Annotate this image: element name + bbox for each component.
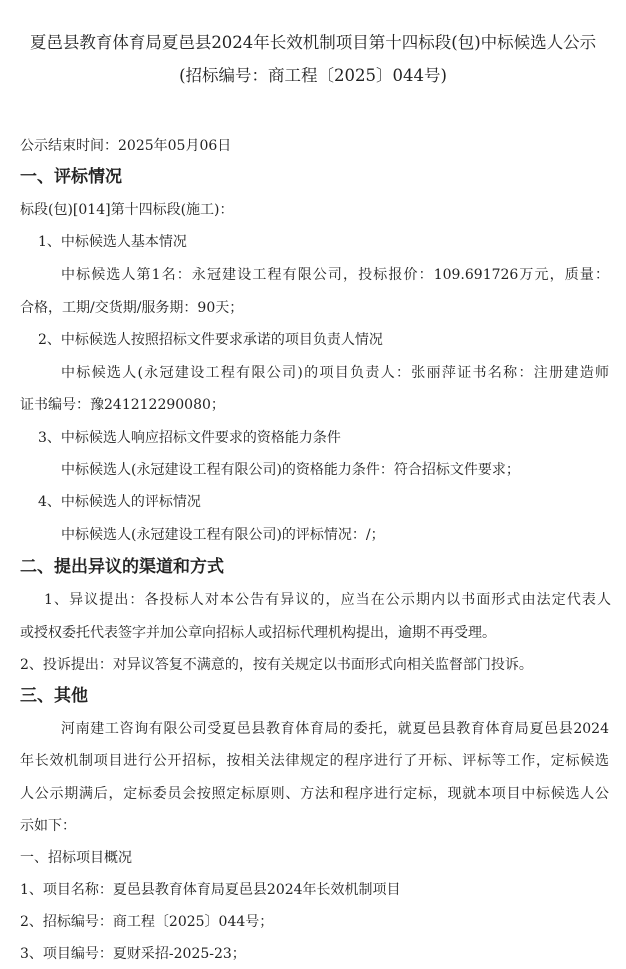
publicity-end-time: 公示结束时间：2025年05月06日	[20, 138, 232, 154]
section1-heading: 一、评标情况	[20, 167, 122, 187]
item4-line1: 中标候选人(永冠建设工程有限公司)的评标情况：/；	[61, 527, 385, 543]
objection-line2: 或授权委托代表签字并加公章向招标人或招标代理机构提出，逾期不再受理。	[20, 625, 496, 641]
other-line1: 河南建工咨询有限公司受夏邑县教育体育局的委托，就夏邑县教育体育局夏邑县2024	[61, 721, 609, 737]
objection-line1: 1、异议提出：各投标人对本公告有异议的，应当在公示期内以书面形式由法定代表人	[44, 592, 611, 608]
other-line4: 示如下：	[20, 818, 76, 834]
other-line2: 年长效机制项目进行公开招标，按相关法律规定的程序进行了开标、评标等工作，定标候选	[20, 753, 609, 769]
document-title-line1: 夏邑县教育体育局夏邑县2024年长效机制项目第十四标段(包)中标候选人公示	[29, 33, 597, 52]
item4-title: 4、中标候选人的评标情况	[38, 494, 201, 510]
overview-heading: 一、招标项目概况	[20, 850, 132, 866]
project-name: 1、项目名称：夏邑县教育体育局夏邑县2024年长效机制项目	[20, 882, 401, 898]
item2-title: 2、中标候选人按照招标文件要求承诺的项目负责人情况	[38, 332, 383, 348]
tender-number: 2、招标编号：商工程〔2025〕044号；	[20, 914, 274, 930]
item1-line2: 合格，工期/交货期/服务期：90天；	[20, 300, 244, 316]
complaint-line: 2、投诉提出：对异议答复不满意的，按有关规定以书面形式向相关监督部门投诉。	[20, 657, 533, 673]
item1-line1: 中标候选人第1名：永冠建设工程有限公司，投标报价：109.691726万元，质量：	[61, 267, 609, 283]
item3-title: 3、中标候选人响应招标文件要求的资格能力条件	[38, 430, 341, 446]
document-title-line2: (招标编号：商工程〔2025〕044号)	[179, 66, 447, 85]
item2-line2: 证书编号：豫241212290080；	[20, 397, 225, 413]
package-label: 标段(包)[014]第十四标段(施工)：	[20, 202, 234, 218]
item1-title: 1、中标候选人基本情况	[38, 234, 187, 250]
section2-heading: 二、提出异议的渠道和方式	[20, 557, 224, 577]
item3-line1: 中标候选人(永冠建设工程有限公司)的资格能力条件：符合招标文件要求；	[61, 462, 520, 478]
other-line3: 人公示期满后，定标委员会按照定标原则、方法和程序进行定标，现就本项目中标候选人公	[20, 786, 609, 802]
project-number: 3、项目编号：夏财采招-2025-23；	[20, 946, 246, 962]
section3-heading: 三、其他	[20, 686, 88, 706]
item2-line1: 中标候选人(永冠建设工程有限公司)的项目负责人：张丽萍证书名称：注册建造师	[61, 365, 609, 381]
